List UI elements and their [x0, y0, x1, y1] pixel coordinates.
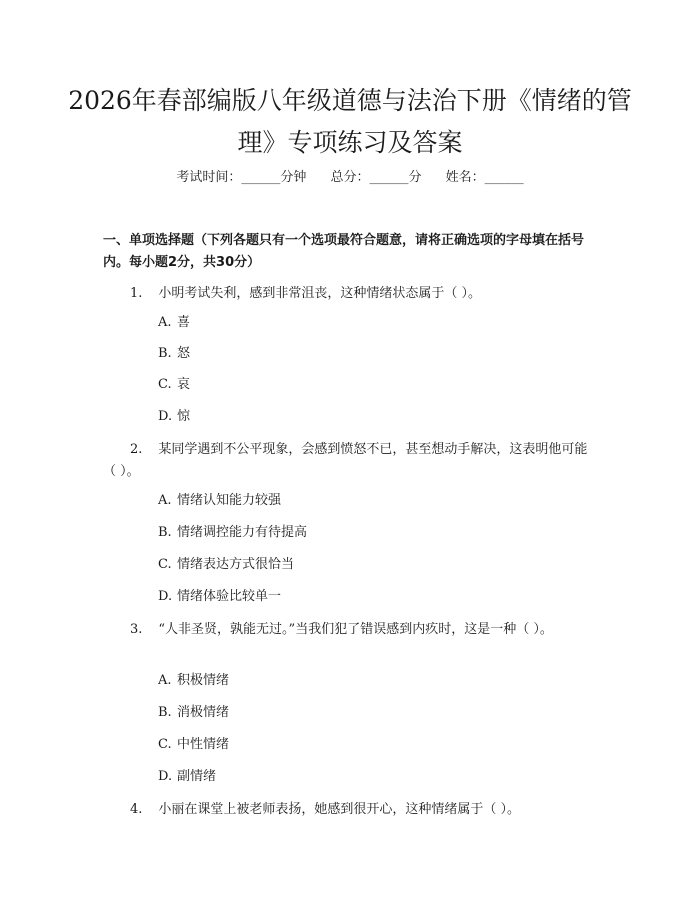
question-3	[103, 619, 600, 641]
option-1c: C. 哀	[158, 377, 191, 392]
option-1b: B. 怒	[158, 346, 191, 361]
document-title: 2026年春部编版八年级道德与法治下册《情绪的管理》专项练习及答案	[68, 86, 632, 157]
question-text: “人非圣贤，孰能无过。”当我们犯了错误感到内疚时，这是一种（ ）。	[158, 622, 553, 637]
question-number: 2.	[130, 442, 143, 457]
question-text: 某同学遇到不公平现象，会感到愤怒不已，甚至想动手解决，这表明他可能（ ）。	[103, 442, 588, 479]
question-number: 3.	[130, 622, 143, 637]
option-2d: D. 情绪体验比较单一	[158, 589, 282, 604]
section-heading: 一、单项选择题（下列各题只有一个选项最符合题意，请将正确选项的字母填在括号内。每小题2分，共30分）	[103, 233, 585, 270]
option-1d: D. 惊	[158, 409, 191, 424]
option-3c: C. 中性情绪	[158, 737, 230, 752]
question-text: 小丽在课堂上被老师表扬，她感到很开心，这种情绪属于（ ）。	[158, 802, 521, 817]
question-4	[103, 799, 600, 821]
question-number: 1.	[130, 286, 143, 301]
question-text: 小明考试失利，感到非常沮丧，这种情绪状态属于（ ）。	[158, 286, 482, 301]
option-3a: A. 积极情绪	[158, 673, 230, 688]
option-1a: A. 喜	[158, 315, 191, 330]
question-1	[103, 283, 600, 305]
option-3b: B. 消极情绪	[158, 705, 230, 720]
exam-time-field: 考试时间：______分钟	[176, 170, 307, 185]
option-2b: B. 情绪调控能力有待提高	[158, 525, 308, 540]
exam-info-line	[0, 168, 700, 188]
question-2	[103, 439, 600, 483]
student-name-field: 姓名：______	[445, 170, 524, 185]
question-number: 4.	[130, 802, 143, 817]
option-3d: D. 副情绪	[158, 769, 217, 784]
option-2a: A. 情绪认知能力较强	[158, 493, 282, 508]
option-2c: C. 情绪表达方式很恰当	[158, 557, 295, 572]
total-score-field: 总分：______分	[330, 170, 422, 185]
